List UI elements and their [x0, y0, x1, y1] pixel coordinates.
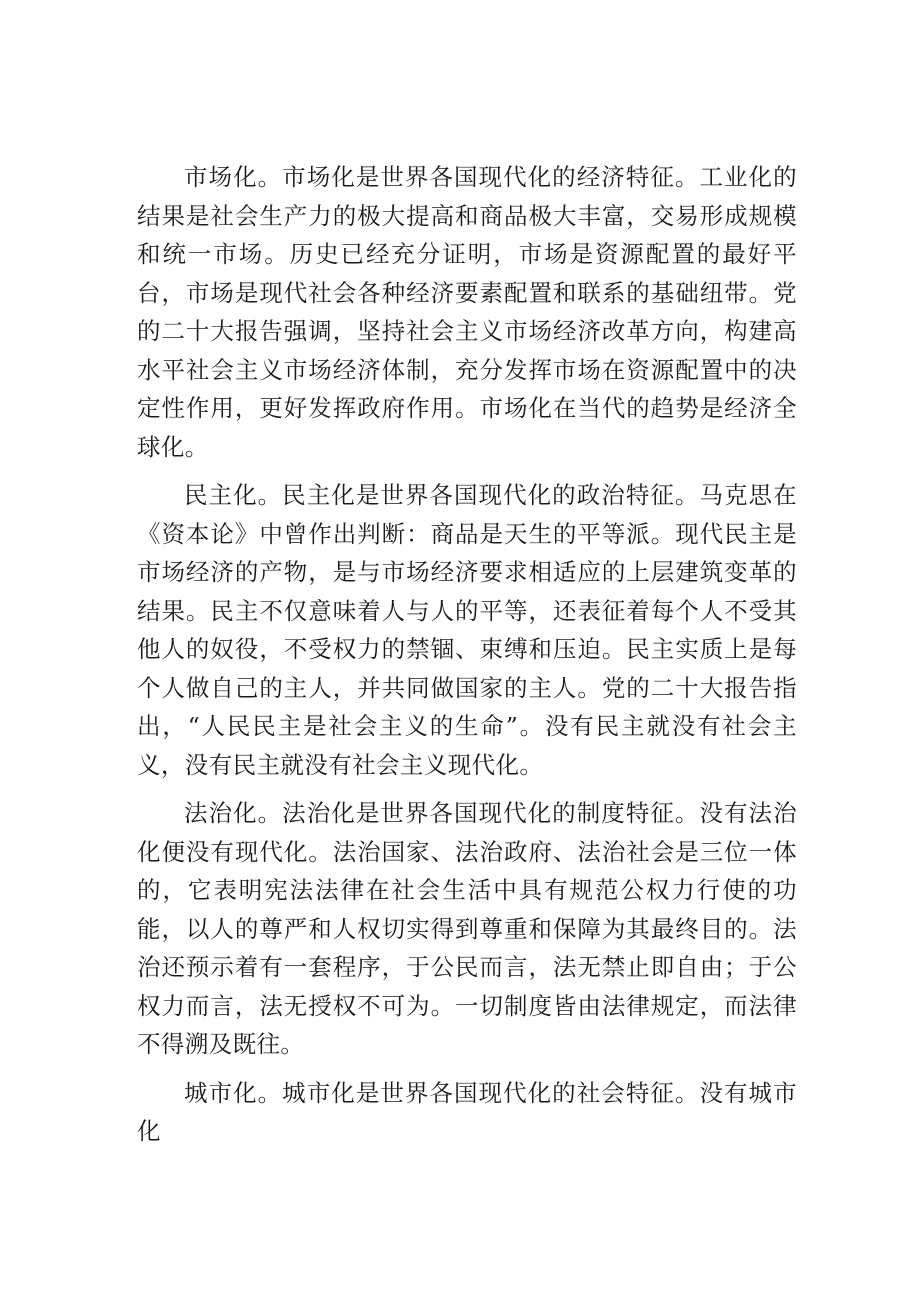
document-body — [137, 158, 797, 1161]
paragraph-urbanization: 城市化。城市化是世界各国现代化的社会特征。没有城市化 — [137, 1078, 797, 1145]
paragraph-rule-of-law: 法治化。法治化是世界各国现代化的制度特征。没有法治化便没有现代化。法治国家、法治政府、法治社会是三位一体的，它表明宪法法律在社会生活中具有规范公权力行使的功能，以人的尊严和人权切实得到尊重和保障为其最终目的。法治还预示着有一套程序，于公民而言，法无禁止即自由；于公权力而言，法无授权不可为。一切制度皆由法律规定，而法律不得溯及既往。 — [137, 799, 797, 1058]
paragraph-democratization: 民主化。民主化是世界各国现代化的政治特征。马克思在《资本论》中曾作出判断：商品是天生的平等派。现代民主是市场经济的产物，是与市场经济要求相适应的上层建筑变革的结果。民主不仅意味着人与人的平等，还表征着每个人不受其他人的奴役，不受权力的禁锢、束缚和压迫。民主实质上是每个人做自己的主人，并共同做国家的主人。党的二十大报告指出，“人民民主是社会主义的生命”。没有民主就没有社会主义，没有民主就没有社会主义现代化。 — [137, 481, 797, 779]
paragraph-marketization: 市场化。市场化是世界各国现代化的经济特征。工业化的结果是社会生产力的极大提高和商品极大丰富，交易形成规模和统一市场。历史已经充分证明，市场是资源配置的最好平台，市场是现代社会各种经济要素配置和联系的基础纽带。党的二十大报告强调，坚持社会主义市场经济改革方向，构建高水平社会主义市场经济体制，充分发挥市场在资源配置中的决定性作用，更好发挥政府作用。市场化在当代的趋势是经济全球化。 — [137, 163, 797, 461]
